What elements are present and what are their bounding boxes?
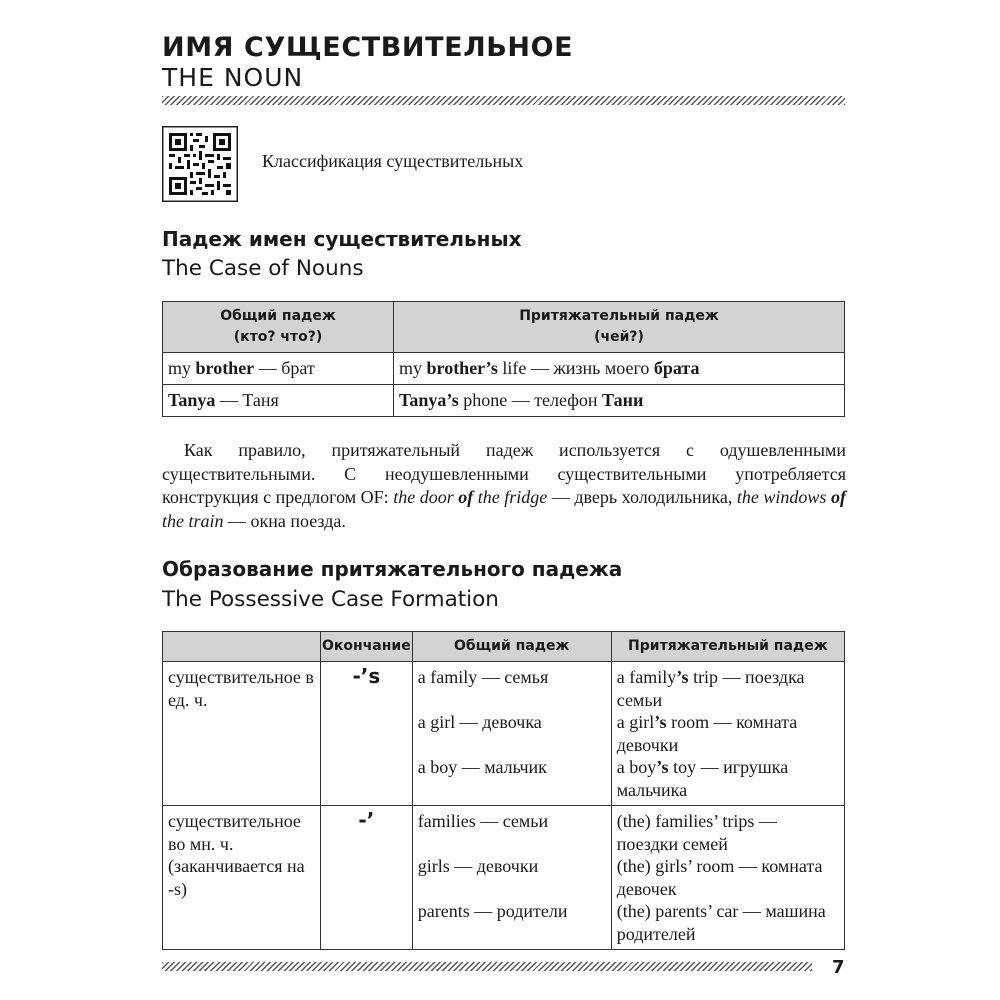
header-ending: Окончание	[321, 632, 413, 662]
text-run: toy — игрушка мальчика	[616, 757, 789, 800]
body-paragraph	[162, 439, 846, 533]
table-row	[163, 662, 845, 806]
text-run: phone — телефон	[458, 390, 603, 410]
possessive-formation-table	[162, 631, 845, 950]
cell-possessive	[611, 806, 844, 950]
text-run: my	[399, 358, 427, 378]
cell-possessive	[611, 662, 844, 806]
text-run: of	[458, 487, 474, 507]
example	[617, 810, 839, 855]
cell-ending: -’s	[321, 662, 413, 806]
text-run: room — комната девочки	[616, 712, 798, 755]
example: a family — семья	[417, 667, 549, 687]
cell-common	[163, 353, 394, 385]
text-run: — дверь холодильника,	[547, 487, 737, 507]
section1-title-en: The Case of Nouns	[162, 256, 364, 281]
chapter-title-ru: ИМЯ СУЩЕСТВИТЕЛЬНОЕ	[162, 32, 574, 63]
cell-category: существительное в ед. ч.	[163, 662, 321, 806]
text-run: Тани	[602, 390, 644, 410]
cell-category: существительное во мн. ч. (заканчивается на -s)	[163, 806, 321, 950]
text-run: life — жизнь моего	[497, 358, 654, 378]
table-row	[163, 806, 845, 950]
text-run: Tanya’s	[399, 390, 459, 410]
section2-title-ru: Образование притяжательного падежа	[162, 557, 623, 581]
text-run: of	[830, 487, 846, 507]
section1-title-ru: Падеж имен существительных	[162, 227, 522, 251]
qr-code[interactable]	[162, 126, 238, 202]
table-row	[163, 385, 845, 417]
text-run: Tanya	[168, 390, 216, 410]
footer-divider	[162, 962, 812, 971]
cell-possessive	[394, 353, 845, 385]
example	[617, 855, 839, 900]
text-run: trip — поездка семьи	[616, 667, 805, 710]
cell-common	[412, 662, 611, 806]
case-of-nouns-table	[162, 301, 845, 417]
cell-common	[163, 385, 394, 417]
page-number: 7	[832, 957, 845, 978]
text-run: ’s	[676, 667, 689, 687]
text-run: Как правило, притяжательный падеж используется с одушевленными существительными. С неодушевленными существительными употребляется конструкция с предлогом OF:	[162, 440, 846, 507]
text-run: my	[168, 358, 196, 378]
text-run: the fridge	[473, 487, 548, 507]
paragraph-text	[162, 439, 846, 533]
text-run: brother	[195, 358, 255, 378]
example: girls — девочки	[417, 856, 539, 876]
table-row	[163, 353, 845, 385]
text-run: — Таня	[215, 390, 279, 410]
example: parents — родители	[417, 901, 568, 921]
example: a boy — мальчик	[417, 757, 547, 777]
text-run: the door	[393, 487, 459, 507]
example	[617, 900, 839, 945]
header-blank	[163, 632, 321, 662]
example	[617, 711, 839, 756]
text-run: a girl	[616, 712, 655, 732]
header-common-case: Общий падеж (кто? что?)	[163, 302, 394, 353]
text-run: the windows	[736, 487, 831, 507]
text-run: a family	[616, 667, 677, 687]
text-run: брата	[653, 358, 700, 378]
text-run: — окна поезда.	[223, 510, 346, 531]
text-run: the train	[162, 510, 224, 531]
text-run: ’s	[654, 712, 667, 732]
header-possessive-case: Притяжательный падеж	[611, 632, 844, 662]
qr-caption: Классификация существительных	[262, 151, 524, 171]
text-run: ’s	[656, 757, 669, 777]
example	[617, 756, 839, 801]
text-run: (the) families’ trips — поездки семей	[616, 811, 777, 854]
chapter-title-en: THE NOUN	[162, 63, 304, 92]
example	[617, 666, 839, 711]
text-run: brother’s	[426, 358, 498, 378]
header-common-case: Общий падеж	[412, 632, 611, 662]
cell-possessive	[394, 385, 845, 417]
cell-ending: -’	[321, 806, 413, 950]
text-run: a boy	[616, 757, 657, 777]
text-run: (the) parents’ car — машина родителей	[616, 901, 826, 944]
example: families — семьи	[417, 811, 549, 831]
cell-common	[412, 806, 611, 950]
section2-title-en: The Possessive Case Formation	[162, 587, 499, 612]
header-divider	[162, 96, 845, 105]
text-run: — брат	[254, 358, 315, 378]
text-run: (the) girls’ room — комната девочек	[616, 856, 823, 899]
example: a girl — девочка	[417, 712, 542, 732]
header-possessive-case: Притяжательный падеж (чей?)	[394, 302, 845, 353]
